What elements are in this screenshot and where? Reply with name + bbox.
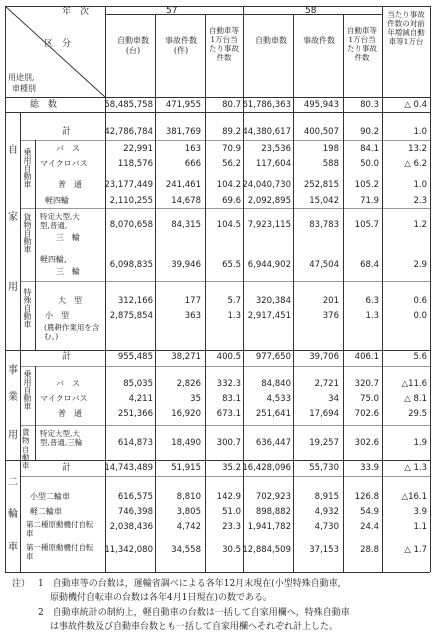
cell-kei_nirin-6: 3.9 <box>413 507 427 517</box>
cell-bus-3: 23,536 <box>261 144 291 154</box>
cell-futsu-4: 252,815 <box>303 180 339 190</box>
cell-futsu-6: 1.0 <box>413 180 427 190</box>
cell-bus2-6: △11.6 <box>401 379 427 389</box>
label-bus: バ ス <box>56 144 80 153</box>
label-jika-2: 家 <box>8 212 18 223</box>
cell-microbus2-4: 34 <box>328 394 339 404</box>
cell-kei_nirin-2: 51.0 <box>222 507 241 517</box>
header-shashu: 車種別 <box>12 84 36 93</box>
row-divider <box>20 425 430 426</box>
cell-total-0: 58,485,758 <box>104 100 153 110</box>
label-nirin-3: 車 <box>8 542 18 553</box>
row-divider <box>20 366 430 367</box>
cell-keiyon-6: 2.3 <box>413 196 427 206</box>
cell-nirin_kei-1: 51,915 <box>171 463 201 473</box>
cell-keiyon-3: 2,092,895 <box>247 196 291 206</box>
cell-gentsuki1-3: 12,884,509 <box>242 545 291 555</box>
cell-kogata-6: 0.0 <box>413 311 427 321</box>
cell-bus-4: 198 <box>322 144 339 154</box>
cell-futsu-0: 23,177,449 <box>104 180 153 190</box>
cell-bus-2: 70.9 <box>222 144 241 154</box>
cell-gentsuki2-4: 4,730 <box>314 522 339 532</box>
cell-kogata_nirin-0: 616,575 <box>117 492 153 502</box>
cell-kamotsu_a-3: 7,923,115 <box>247 220 291 230</box>
cell-ogata-6: 0.6 <box>413 296 427 306</box>
label-jika-1: 自 <box>8 145 18 156</box>
cell-kei_nirin-1: 3,805 <box>176 507 201 517</box>
row-divider <box>20 281 430 282</box>
label-keiyon2: 軽四輪, <box>40 255 67 264</box>
label-kamotsu: 貨物自動車 <box>23 213 32 253</box>
group-divider <box>35 366 36 460</box>
cell-futsu-3: 24,040,730 <box>242 180 291 190</box>
label-ogata: 大 型 <box>58 296 82 305</box>
label-gentsuki2: 第二種原動機付自転車 <box>26 520 94 538</box>
row-divider <box>20 476 430 477</box>
label-keiyon: 軽四輪 <box>45 196 69 205</box>
cell-kogata-4: 376 <box>322 311 339 321</box>
cell-nirin_kei-5: 33.9 <box>360 463 379 473</box>
jigyo-section-border <box>5 460 430 461</box>
label-total: 総 数 <box>30 100 58 110</box>
section-divider <box>20 112 21 572</box>
cell-futsu2-1: 16,920 <box>171 409 201 419</box>
cell-kei_nirin-0: 746,398 <box>117 507 153 517</box>
cell-kamotsu_a-1: 84,315 <box>171 220 201 230</box>
cell-bus-0: 22,991 <box>123 144 153 154</box>
label-nirin-2: 輪 <box>8 509 18 520</box>
label-microbus2: マイクロバス <box>40 394 88 403</box>
cell-bus-6: 13.2 <box>408 144 427 154</box>
col-acc-57: 事故件数(件) <box>165 36 197 55</box>
cell-futsu2-3: 251,641 <box>255 409 291 419</box>
jika-section-border <box>5 350 430 351</box>
cell-bus2-4: 2,721 <box>314 379 339 389</box>
cell-microbus2-6: △ 8.1 <box>404 394 427 404</box>
header-kubun: 区 分 <box>44 39 72 49</box>
col-divider <box>382 6 383 572</box>
cell-gentsuki1-1: 34,558 <box>171 545 201 555</box>
label-microbus: マイクロバス <box>40 159 88 168</box>
label-tokutei2: 特定大型,大型,普通,三輪 <box>40 429 83 447</box>
cell-kamotsu_a-4: 83,783 <box>309 220 339 230</box>
cell-kogata_nirin-5: 126.8 <box>354 492 379 502</box>
label-jika-kei: 計 <box>62 127 72 137</box>
cell-gentsuki2-6: 1.1 <box>413 522 427 532</box>
cell-jika_kei-4: 400,507 <box>303 127 339 137</box>
cell-gentsuki1-2: 30.5 <box>222 545 241 555</box>
subcol-divider <box>205 14 206 572</box>
label-jouyou: 乗用自動車 <box>23 148 32 188</box>
col-cars-57: 自動車数(台) <box>117 36 149 55</box>
cell-kamotsu_a-5: 105.7 <box>354 220 379 230</box>
col-divider <box>243 6 244 572</box>
notes-label: 注） <box>12 579 31 589</box>
cell-nirin_kei-4: 55,730 <box>309 463 339 473</box>
label-jigyo-3: 用 <box>8 430 18 441</box>
cell-microbus-2: 56.2 <box>222 159 241 169</box>
col-divider <box>105 6 106 572</box>
cell-gentsuki1-0: 11,342,080 <box>104 545 153 555</box>
cell-gentsuki1-5: 28.8 <box>360 545 379 555</box>
cell-nirin_kei-6: △ 1.3 <box>404 463 427 473</box>
total-row-border <box>5 112 430 113</box>
cell-kogata-2: 1.3 <box>227 311 241 321</box>
note-2b: は事故件数及び自動車台数とも一括して自家用欄へそれぞれ計上した。 <box>50 622 339 632</box>
cell-bus-5: 84.1 <box>360 144 379 154</box>
cell-futsu2-5: 702.6 <box>354 409 379 419</box>
note-1b: 原動機付自転車の台数は各年4月1日現在)の数である。 <box>50 593 272 603</box>
year-58: 58 <box>305 6 317 16</box>
cell-microbus-4: 588 <box>322 159 339 169</box>
cell-bus2-2: 332.3 <box>216 379 241 389</box>
cell-kamotsu2-4: 19,257 <box>309 438 339 448</box>
cell-futsu2-0: 251,366 <box>117 409 153 419</box>
cell-total-6: △ 0.4 <box>404 100 427 110</box>
cell-jigyo_kei-5: 406.1 <box>354 352 379 362</box>
cell-nirin_kei-2: 35.2 <box>222 463 241 473</box>
label-nokou: (農耕作業用を含む。) <box>44 323 100 341</box>
cell-total-3: 61,786,363 <box>242 100 291 110</box>
cell-microbus2-0: 4,211 <box>128 394 153 404</box>
cell-bus-1: 163 <box>184 144 201 154</box>
table-bottom-border <box>5 572 430 573</box>
cell-futsu-5: 105.2 <box>354 180 379 190</box>
label-sanrin: 三 輪 <box>56 233 80 242</box>
cell-ogata-2: 5.7 <box>227 296 241 306</box>
cell-microbus2-2: 83.1 <box>222 394 241 404</box>
cell-gentsuki1-4: 37,153 <box>309 545 339 555</box>
cell-gentsuki2-0: 2,038,436 <box>109 522 153 532</box>
cell-jika_kei-2: 89.2 <box>222 127 241 137</box>
label-sanrin2: 三 輪 <box>56 267 80 276</box>
cell-microbus-1: 666 <box>184 159 201 169</box>
header-nenji: 年 次 <box>62 7 90 17</box>
col-rate-58: 自動車等1万台当たり事故件数 <box>347 26 377 62</box>
cell-ogata-3: 320,384 <box>255 296 291 306</box>
cell-bus2-1: 2,826 <box>176 379 201 389</box>
cell-kogata-0: 2,875,854 <box>109 311 153 321</box>
cell-microbus-5: 50.0 <box>360 159 379 169</box>
cell-gentsuki1-6: △ 1.7 <box>404 545 427 555</box>
year-header-border <box>105 14 382 15</box>
cell-kei_nirin-4: 4,932 <box>314 507 339 517</box>
cell-microbus-6: △ 6.2 <box>404 159 427 169</box>
label-nirin-1: 二 <box>8 477 18 488</box>
cell-kamotsu_a-6: 1.2 <box>413 220 427 230</box>
cell-kamotsu_b-0: 6,098,835 <box>109 260 153 270</box>
cell-kamotsu_b-1: 39,946 <box>171 260 201 270</box>
label-jigyo-kei: 計 <box>62 352 72 362</box>
cell-jigyo_kei-3: 977,650 <box>255 352 291 362</box>
cell-kei_nirin-3: 898,882 <box>255 507 291 517</box>
cell-nirin_kei-0: 14,743,489 <box>104 463 153 473</box>
cell-futsu2-6: 29.5 <box>408 409 427 419</box>
cell-bus2-0: 85,035 <box>123 379 153 389</box>
subcol-divider <box>293 14 294 572</box>
cell-jika_kei-6: 1.0 <box>413 127 427 137</box>
cell-kamotsu_a-2: 104.5 <box>216 220 241 230</box>
cell-ogata-5: 6.3 <box>365 296 379 306</box>
cell-futsu2-2: 673.1 <box>216 409 241 419</box>
cell-total-2: 80.7 <box>222 100 241 110</box>
cell-bus2-3: 84,840 <box>261 379 291 389</box>
cell-microbus-0: 118,576 <box>117 159 153 169</box>
label-jigyo-1: 事 <box>8 365 18 376</box>
row-divider <box>20 140 430 141</box>
cell-microbus2-5: 75.0 <box>360 394 379 404</box>
row-divider <box>20 208 430 209</box>
subcol-divider <box>343 14 344 572</box>
cell-kogata_nirin-3: 702,923 <box>255 492 291 502</box>
cell-kogata-5: 1.3 <box>365 311 379 321</box>
label-jika-3: 用 <box>8 282 18 293</box>
cell-total-4: 495,943 <box>303 100 339 110</box>
cell-kogata-3: 2,917,451 <box>247 311 291 321</box>
cell-kamotsu_b-4: 47,504 <box>309 260 339 270</box>
cell-total-1: 471,955 <box>165 100 201 110</box>
cell-jigyo_kei-6: 5.6 <box>413 352 427 362</box>
cell-kogata_nirin-2: 142.9 <box>216 492 241 502</box>
label-jouyou-2: 乗用自動車 <box>23 370 32 410</box>
label-kogata: 小 型 <box>45 311 69 320</box>
cell-jigyo_kei-0: 955,485 <box>117 352 153 362</box>
cell-ogata-1: 177 <box>184 296 201 306</box>
label-futsu2: 普 通 <box>58 409 82 418</box>
cell-microbus-3: 117,604 <box>255 159 291 169</box>
label-tokutei: 特定大型,大型,普通, <box>40 212 80 230</box>
cell-kamotsu2-2: 300.7 <box>216 438 241 448</box>
label-tokushu: 特殊自動車 <box>23 288 32 328</box>
cell-kamotsu2-6: 1.9 <box>413 438 427 448</box>
col-cars-58: 自動車数 <box>255 36 287 45</box>
label-nirin-kei: 計 <box>62 463 72 473</box>
col-rate-57: 自動車等1万台当たり事故件数 <box>209 26 239 62</box>
cell-gentsuki2-2: 23.3 <box>222 522 241 532</box>
label-bus2: バ ス <box>56 379 80 388</box>
cell-kamotsu_a-0: 8,070,658 <box>109 220 153 230</box>
cell-kamotsu2-3: 636,447 <box>255 438 291 448</box>
col-acc-58: 事故件数 <box>303 36 335 45</box>
subcol-divider <box>155 14 156 572</box>
cell-microbus2-1: 35 <box>190 394 201 404</box>
cell-jika_kei-1: 381,769 <box>165 127 201 137</box>
cell-kamotsu2-1: 18,490 <box>171 438 201 448</box>
table-right-border <box>430 6 431 572</box>
cell-microbus2-3: 4,533 <box>266 394 291 404</box>
label-gentsuki1: 第一種原動機付自転車 <box>26 543 94 561</box>
cell-kogata_nirin-1: 8,810 <box>176 492 201 502</box>
note-2: 2 自動車統計の制約上，軽自動車の台数は一括して自家用欄へ，特殊自動車 <box>38 608 350 618</box>
cell-kogata_nirin-4: 8,915 <box>314 492 339 502</box>
cell-kamotsu2-0: 614,873 <box>117 438 153 448</box>
cell-kogata-1: 363 <box>184 311 201 321</box>
year-57: 57 <box>166 6 178 16</box>
label-jigyo-2: 業 <box>8 392 18 403</box>
cell-kamotsu_b-5: 68.4 <box>360 260 379 270</box>
cell-kamotsu2-5: 302.6 <box>354 438 379 448</box>
cell-keiyon-1: 14,678 <box>171 196 201 206</box>
cell-kamotsu_b-2: 65.5 <box>222 260 241 270</box>
cell-futsu2-4: 17,694 <box>309 409 339 419</box>
header-bottom-border <box>5 97 430 98</box>
cell-jika_kei-3: 44,380,617 <box>242 127 291 137</box>
cell-gentsuki2-1: 4,742 <box>176 522 201 532</box>
cell-kei_nirin-5: 54.9 <box>360 507 379 517</box>
cell-futsu-1: 241,461 <box>165 180 201 190</box>
cell-keiyon-5: 71.9 <box>360 196 379 206</box>
cell-total-5: 80.3 <box>360 100 379 110</box>
cell-jigyo_kei-2: 400.5 <box>216 352 241 362</box>
cell-kogata_nirin-6: △16.1 <box>401 492 427 502</box>
label-kogata-nirin: 小型二輪車 <box>30 492 70 501</box>
cell-gentsuki2-5: 24.4 <box>360 522 379 532</box>
cell-keiyon-4: 15,042 <box>309 196 339 206</box>
col-change: 当たり事故件数の対前年増減自動車等1万台 <box>387 10 425 46</box>
group-divider <box>35 140 36 350</box>
label-kei-nirin: 軽二輪車 <box>30 507 62 516</box>
cell-keiyon-2: 69.6 <box>222 196 241 206</box>
cell-futsu-2: 104.2 <box>216 180 241 190</box>
cell-jigyo_kei-4: 39,706 <box>309 352 339 362</box>
label-futsu: 普 通 <box>58 180 82 189</box>
header-yoto: 用途別, <box>8 73 35 82</box>
cell-kamotsu_b-6: 2.9 <box>413 260 427 270</box>
note-1: 1 自動車等の台数は，運輸省調べによる各年12月末現在(小型特殊自動車, <box>38 579 341 589</box>
cell-kamotsu_b-3: 6,944,902 <box>247 260 291 270</box>
cell-jika_kei-0: 42,786,784 <box>104 127 153 137</box>
cell-gentsuki2-3: 1,941,782 <box>247 522 291 532</box>
cell-jika_kei-5: 90.2 <box>360 127 379 137</box>
cell-bus2-5: 320.7 <box>354 379 379 389</box>
cell-ogata-0: 312,166 <box>117 296 153 306</box>
cell-jigyo_kei-1: 38,271 <box>171 352 201 362</box>
cell-keiyon-0: 2,110,255 <box>109 196 153 206</box>
label-kamotsu2: 貨物自動車 <box>22 428 30 470</box>
cell-ogata-4: 201 <box>322 296 339 306</box>
cell-nirin_kei-3: 16,428,096 <box>242 463 291 473</box>
